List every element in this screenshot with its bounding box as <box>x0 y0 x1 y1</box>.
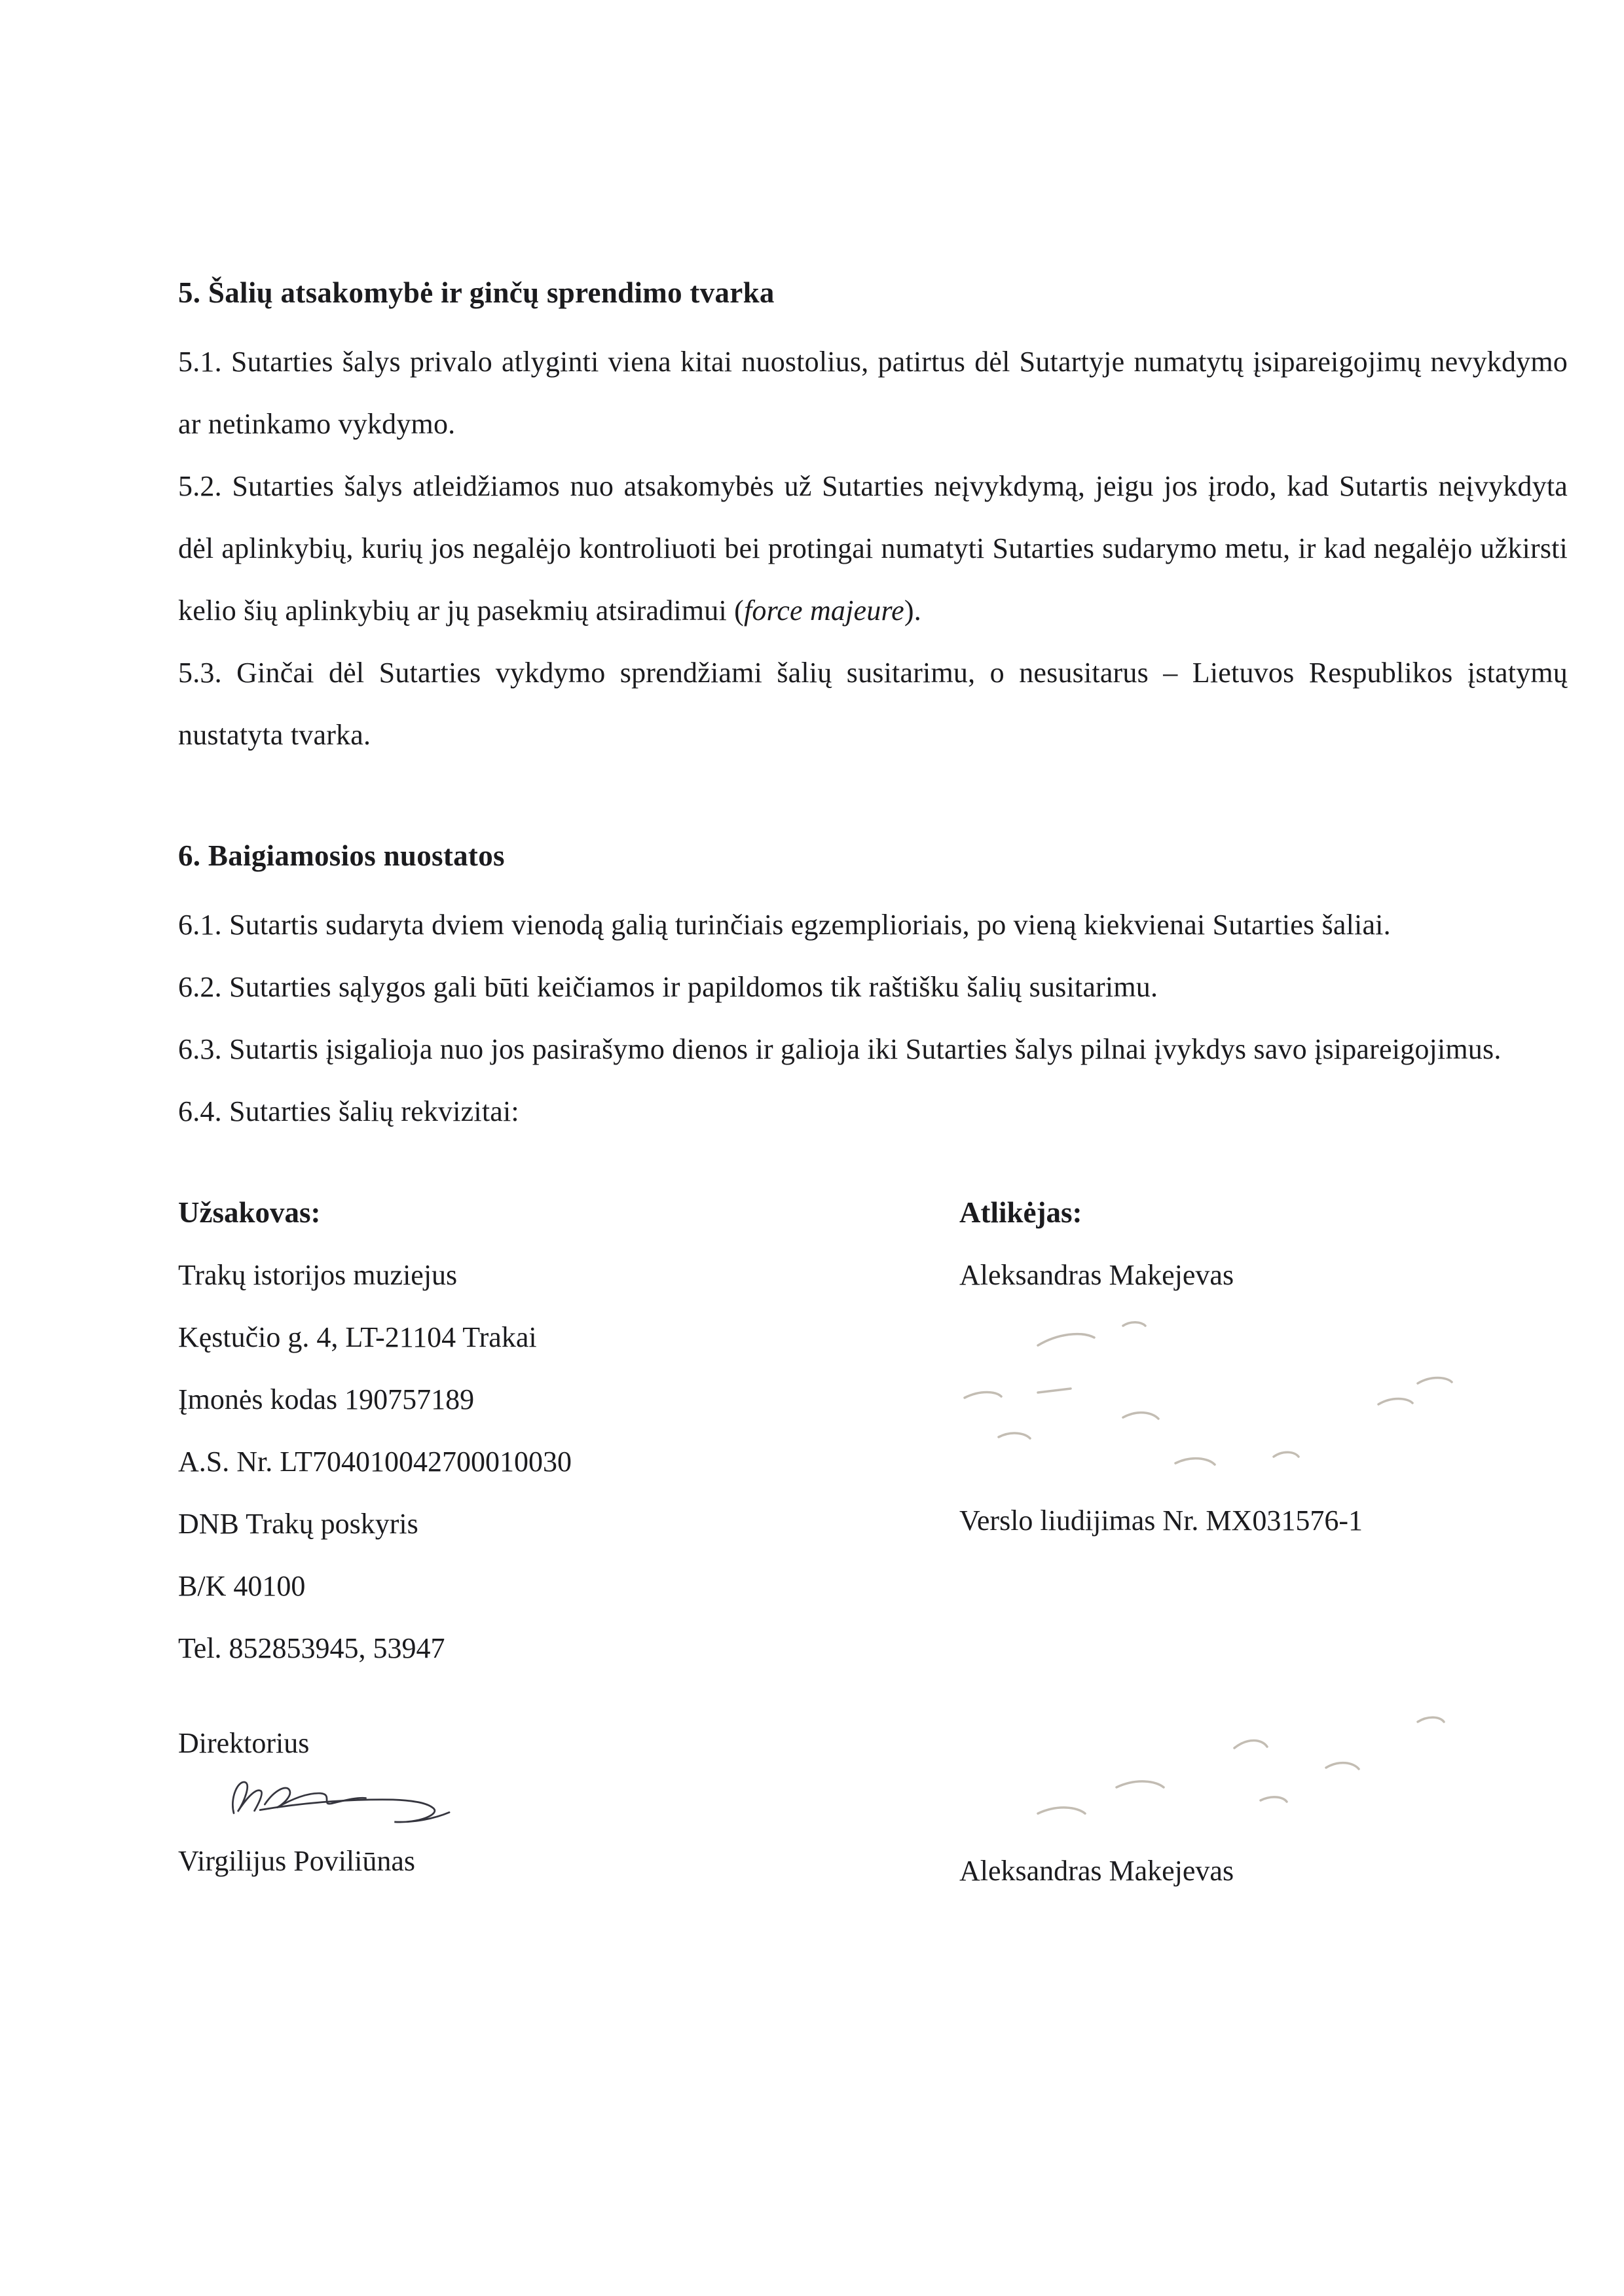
section-6-heading: 6. Baigiamosios nuostatos <box>178 839 505 872</box>
force-majeure-italic: force majeure <box>743 594 904 627</box>
handwritten-marks-bottom <box>959 1552 1549 1840</box>
contractor-signature-name: Aleksandras Makejevas <box>959 1855 1234 1887</box>
client-line-account: A.S. Nr. LT704010042700010030 <box>178 1446 572 1478</box>
section-6 <box>178 825 1568 1142</box>
director-signature <box>149 1774 542 1830</box>
clause-6-3: 6.3. Sutartis įsigalioja nuo jos pasirašymo dienos ir galioja iki Sutarties šalys pilnai įvykdys savo įsipareigojimus. <box>178 1033 1502 1065</box>
clause-5-1: 5.1. Sutarties šalys privalo atlyginti viena kitai nuostolius, patirtus dėl Sutartyje numatytų įsipareigojimų nevykdymo ar netinkamo vykdymo. <box>178 346 1568 440</box>
contractor-name: Aleksandras Makejevas <box>959 1259 1234 1291</box>
clause-6-2: 6.2. Sutarties sąlygos gali būti keičiamos ir papildomos tik raštišku šalių susitarimu. <box>178 971 1158 1003</box>
client-label: Užsakovas: <box>178 1196 321 1229</box>
client-line-phone: Tel. 852853945, 53947 <box>178 1632 445 1664</box>
client-line-bank-code: B/K 40100 <box>178 1570 306 1602</box>
clause-5-2-text: 5.2. Sutarties šalys atleidžiamos nuo atsakomybės už Sutarties neįvykdymą, jeigu jos įrodo, kad Sutartis neįvykdyta dėl aplinkybių, kurių jos negalėjo kontroliuoti bei protingai numatyti Sutarties sudarymo metu, ir kad negalėjo užkirsti kelio šių aplinkybių ar jų pasekmių atsiradimui ( <box>178 470 1568 627</box>
section-5-heading: 5. Šalių atsakomybė ir ginčų sprendimo tvarka <box>178 276 775 309</box>
director-title: Direktorius <box>178 1727 310 1759</box>
client-line-bank: DNB Trakų poskyris <box>178 1508 418 1540</box>
client-line-address: Kęstučio g. 4, LT-21104 Trakai <box>178 1321 537 1353</box>
requisites-block <box>178 1182 1568 1902</box>
client-column <box>178 1182 959 1902</box>
contractor-column <box>959 1182 1568 1902</box>
handwritten-marks-top <box>959 1306 1549 1489</box>
clause-5-2-end: ). <box>904 594 921 627</box>
client-line-name: Trakų istorijos muziejus <box>178 1259 458 1291</box>
clause-5-3: 5.3. Ginčai dėl Sutarties vykdymo sprendžiami šalių susitarimu, o nesusitarus – Lietuvos Respublikos įstatymų nustatyta tvarka. <box>178 657 1568 751</box>
director-name: Virgilijus Poviliūnas <box>178 1845 416 1877</box>
clause-5-2 <box>178 455 1568 642</box>
clause-6-1: 6.1. Sutartis sudaryta dviem vienodą galią turinčiais egzemplioriais, po vieną kiekvienai Sutarties šaliai. <box>178 909 1391 941</box>
contractor-license: Verslo liudijimas Nr. MX031576-1 <box>959 1504 1363 1537</box>
clause-6-4: 6.4. Sutarties šalių rekvizitai: <box>178 1095 519 1127</box>
section-5 <box>178 262 1568 766</box>
client-line-company-code: Įmonės kodas 190757189 <box>178 1383 475 1415</box>
contractor-label: Atlikėjas: <box>959 1196 1082 1229</box>
